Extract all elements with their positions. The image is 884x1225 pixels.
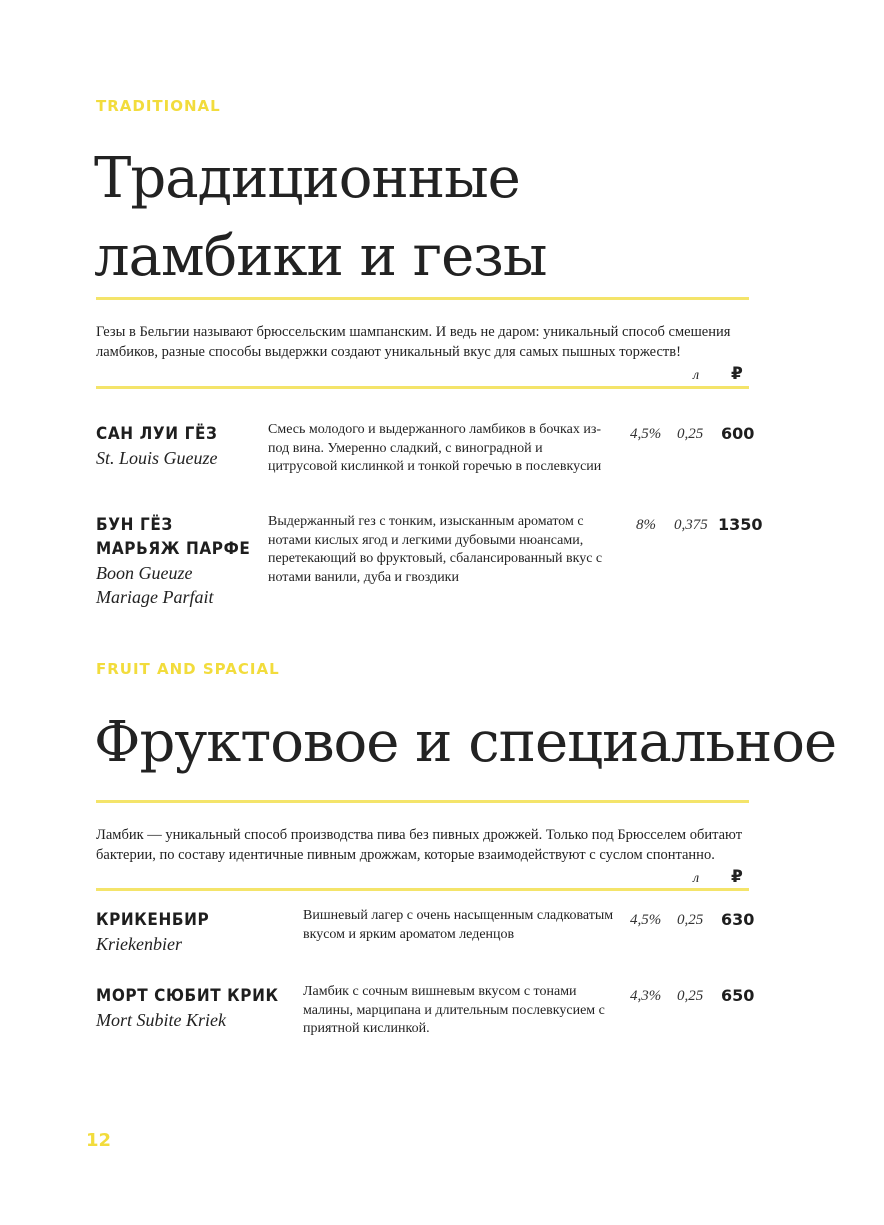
divider xyxy=(96,297,749,300)
section-kicker-fruit: FRUIT AND SPACIAL xyxy=(96,660,280,678)
item-name: САН ЛУИ ГЁЗ xyxy=(96,424,218,444)
item-description: Выдержанный гез с тонким, изысканным ароматом с нотами кислых ягод и легкими дубовыми нюансами, перетекающий во фруктовый, сбалансированный вкус с нотами ванили, дуба и гвоздики xyxy=(268,514,603,585)
item-volume: 0,25 xyxy=(677,426,704,442)
item-description: Вишневый лагер с очень насыщенным сладковатым вкусом и ярким ароматом леденцов xyxy=(303,908,614,942)
item-name: МОРТ СЮБИТ КРИК xyxy=(96,986,279,1006)
section-intro: Гезы в Бельгии называют брюссельским шампанским. И ведь не даром: уникальный способ смешения ламбиков, разные способы выдержки создают уникальный вкус для самых пышных торжеств! xyxy=(96,324,731,360)
item-price: 600 xyxy=(721,424,755,443)
item-latin-name-line1: Boon Gueuze xyxy=(96,563,193,583)
item-abv: 4,3% xyxy=(630,988,662,1004)
item-name: КРИКЕНБИР xyxy=(96,910,210,930)
currency-header: ₽ xyxy=(731,364,743,384)
item-abv: 4,5% xyxy=(630,912,662,928)
item-description: Ламбик с сочным вишневым вкусом с тонами малины, марципана и длительным послевкусием с приятной кислинкой. xyxy=(303,984,605,1036)
section-intro: Ламбик — уникальный способ производства пива без пивных дрожжей. Только под Брюсселем обитают бактерии, по составу идентичные пивным дрожжам, которые взаимодействуют с суслом спонтанно. xyxy=(96,827,743,863)
item-abv: 8% xyxy=(636,517,656,533)
item-price: 650 xyxy=(721,986,755,1005)
item-name-line2: МАРЬЯЖ ПАРФЕ xyxy=(96,539,251,559)
section-title-line1: Традиционные xyxy=(94,146,520,211)
item-latin-name: St. Louis Gueuze xyxy=(96,448,218,468)
item-abv: 4,5% xyxy=(630,426,662,442)
volume-unit-header: л xyxy=(693,871,700,886)
section-title: Фруктовое и специальное xyxy=(94,710,837,775)
currency-header: ₽ xyxy=(731,867,743,887)
section-title-line2: ламбики и гезы xyxy=(94,224,547,289)
item-volume: 0,25 xyxy=(677,988,704,1004)
section-kicker-traditional: TRADITIONAL xyxy=(96,97,221,115)
item-description: Смесь молодого и выдержанного ламбиков в бочках из-под вина. Умеренно сладкий, с виноградной и цитрусовой кислинкой и тонкой горечью в послевкусии xyxy=(268,422,602,474)
divider xyxy=(96,800,749,803)
item-volume: 0,25 xyxy=(677,912,704,928)
item-price: 1350 xyxy=(718,515,763,534)
item-latin-name: Mort Subite Kriek xyxy=(96,1010,226,1030)
divider xyxy=(96,888,749,891)
item-volume: 0,375 xyxy=(674,517,708,533)
page-number: 12 xyxy=(86,1130,112,1151)
item-latin-name: Kriekenbier xyxy=(96,934,182,954)
volume-unit-header: л xyxy=(693,368,700,383)
item-price: 630 xyxy=(721,910,755,929)
item-latin-name-line2: Mariage Parfait xyxy=(96,587,214,607)
divider xyxy=(96,386,749,389)
item-name-line1: БУН ГЁЗ xyxy=(96,515,173,535)
